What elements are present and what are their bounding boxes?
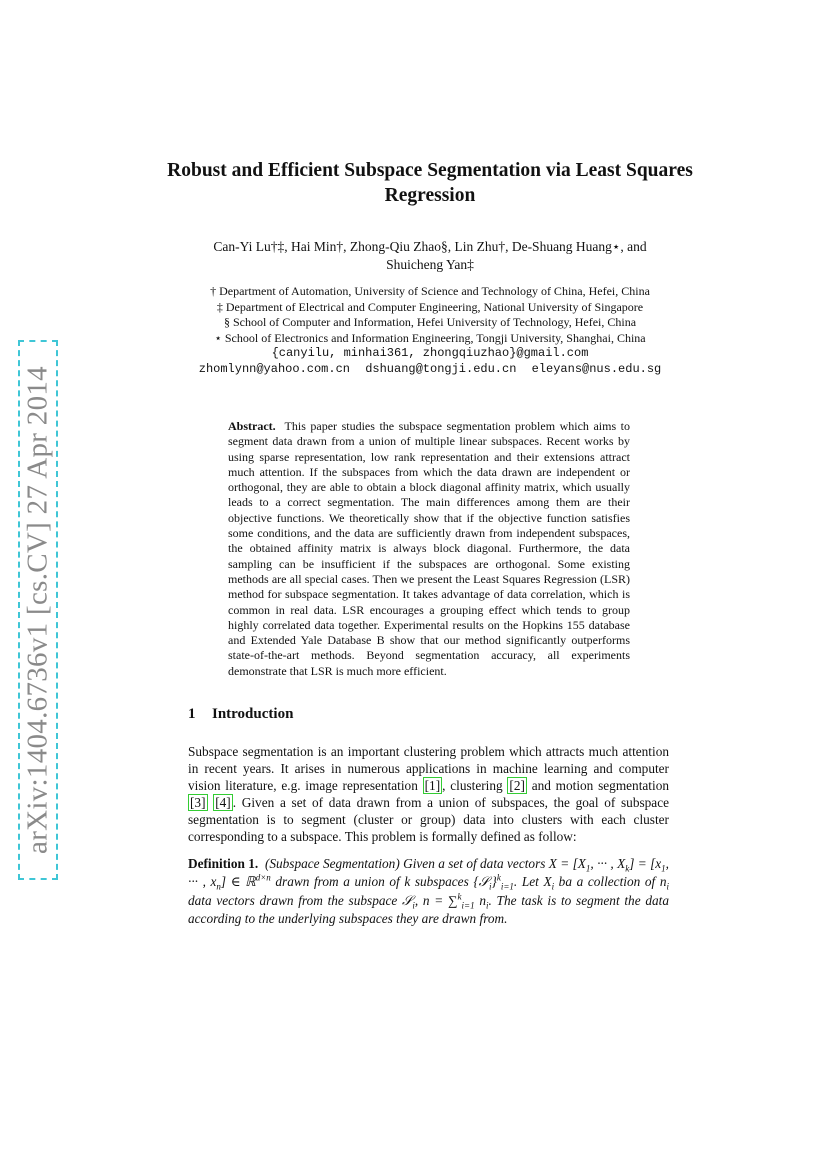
section-number: 1 <box>188 706 196 722</box>
intro-text: . Given a set of data drawn from a union of subspaces, the goal of subspace segmentation is to segment (cluster or group) data into clusters with each cluster corresponding to a subspace. This problem is formally defined as follow: <box>188 795 669 845</box>
affiliation-line: ‡ Department of Electrical and Computer Engineering, National University of Singapore <box>216 299 644 314</box>
email-line <box>130 362 730 378</box>
section-title: Introduction <box>212 706 294 722</box>
arxiv-identifier: arXiv:1404.6736v1 [cs.CV] 27 Apr 2014 <box>21 366 54 854</box>
citation-link[interactable]: [3] <box>190 795 206 811</box>
email-address[interactable]: eleyans@nus.edu.sg <box>531 361 662 376</box>
definition-label: Definition 1. <box>188 856 259 871</box>
author-line-1: Can-Yi Lu†‡, Hai Min†, Zhong-Qiu Zhao§, Lin Zhu†, De-Shuang Huang⋆, and <box>213 239 647 254</box>
abstract-text: This paper studies the subspace segmentation problem which aims to segment data drawn from a union of multiple linear subspaces. Recent works by using sparse representation, low rank representation and their extensions attract much attention. If the subspaces from which the data drawn are independent or orthogonal, they are able to obtain a block diagonal affinity matrix, which usually leads to a correct segmentation. The main differences among them are their objective functions. We theoretically show that if the objective function satisfies some conditions, and the data are sufficiently drawn from independent subspaces, the obtained affinity matrix is always block diagonal. Furthermore, the data sampling can be insufficient if the subspaces are orthogonal. Some existing methods are all special cases. Then we present the Least Squares Regression (LSR) method for subspace segmentation. It takes advantage of data correlation, which is common in real data. LSR encourages a grouping effect which tends to group highly correlated data together. Experimental results on the Hopkins 155 database and Extended Yale Database B show that our method significantly outperforms state-of-the-art methods. Beyond segmentation accuracy, all experiments demonstrate that LSR is much more efficient. <box>228 419 630 678</box>
abstract <box>228 419 630 679</box>
intro-text: , clustering <box>442 778 508 794</box>
definition-body: (Subspace Segmentation) Given a set of data vectors $X = [X_1$, ··· , $X_k] = [x_1$, ··· , $x_n$] ∈ ℝ$^{d\times n}$ drawn from a union of k subspaces {𝒮$_i$}$^k_{i=1}$. Let $X_i$ ba a collection of $n_i$ data vectors drawn from the subspace 𝒮$_i$, n = ∑$^k_{i=1}$ $n_i$. The task is to segment the data according to the underlying subspaces they are drawn from. <box>188 856 669 927</box>
citation-link[interactable]: [1] <box>424 778 441 794</box>
definition-block <box>188 855 669 929</box>
author-list <box>180 238 680 274</box>
author-line-2: Shuicheng Yan‡ <box>386 257 474 272</box>
abstract-label: Abstract. <box>228 419 276 433</box>
email-line: {canyilu, minhai361, zhongqiuzhao}@gmail.com <box>271 346 589 360</box>
affiliation-block <box>130 284 730 377</box>
citation-link[interactable]: [2] <box>509 778 525 794</box>
intro-paragraph <box>188 743 669 846</box>
affiliation-line: § School of Computer and Information, Hefei University of Technology, Hefei, China <box>223 315 637 329</box>
affiliation-line: ⋆ School of Electronics and Information Engineering, Tongji University, Shanghai, China <box>214 330 646 345</box>
citation-link[interactable]: [4] <box>215 795 231 811</box>
affiliation-line: † Department of Automation, University of Science and Technology of China, Hefei, China <box>210 284 650 298</box>
email-address[interactable]: zhomlynn@yahoo.com.cn <box>198 361 350 376</box>
intro-text: and motion segmentation <box>526 778 669 794</box>
section-heading <box>188 706 293 723</box>
email-address[interactable]: dshuang@tongji.edu.cn <box>365 361 517 376</box>
paper-title: Robust and Efficient Subspace Segmentation via Least Squares Regression <box>167 160 693 206</box>
intro-text: Subspace segmentation is an important clustering problem which attracts much attention in recent years. It arises in numerous applications in machine learning and computer vision literature, e.g. image representation <box>188 744 669 794</box>
